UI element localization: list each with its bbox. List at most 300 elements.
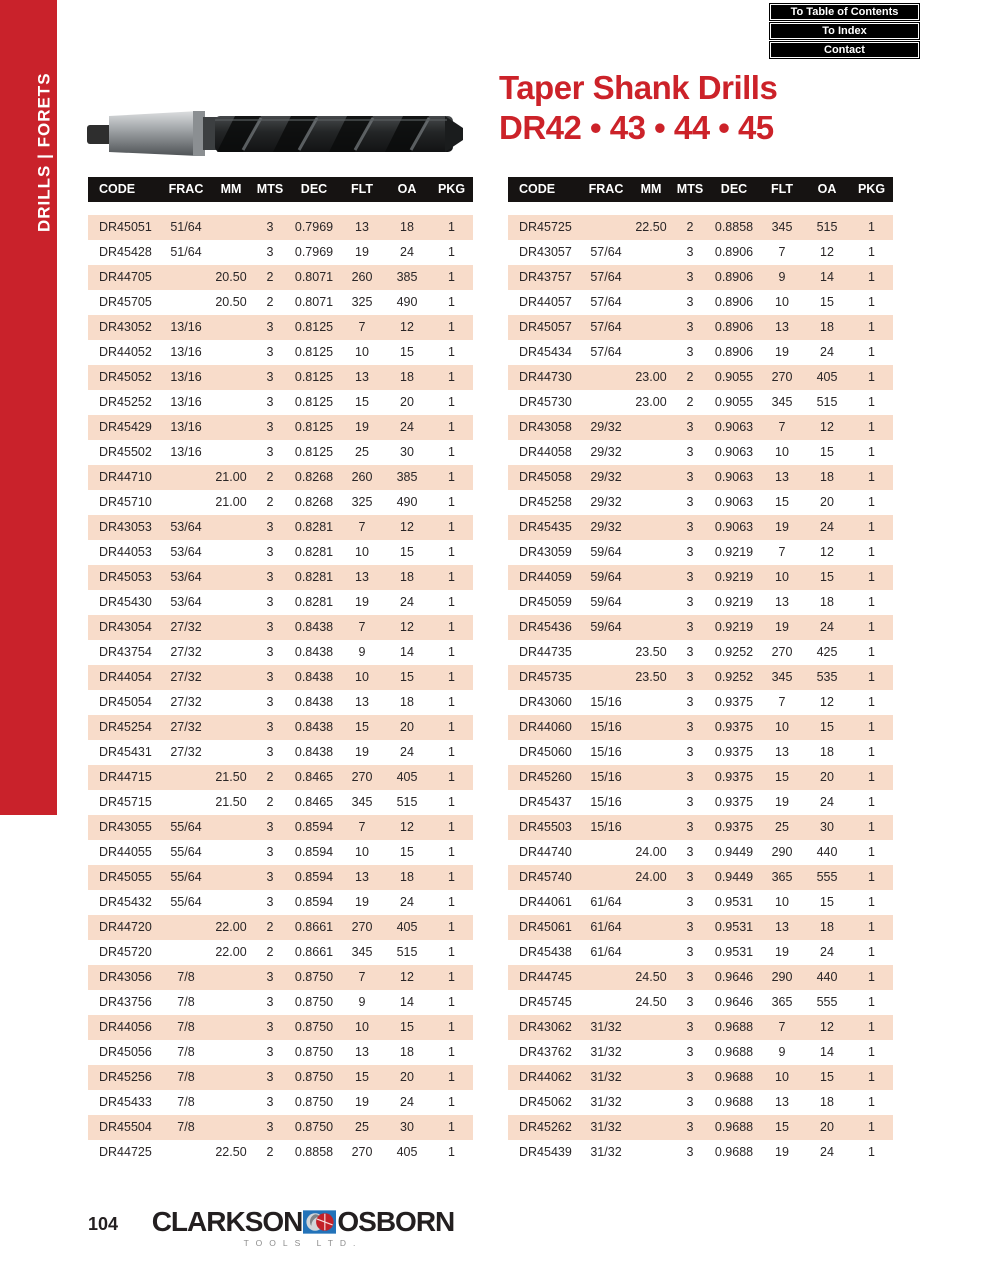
cell-frac xyxy=(162,940,210,965)
cell-mts: 3 xyxy=(686,995,694,1009)
cell-mts: 3 xyxy=(266,1070,274,1084)
table-row xyxy=(88,940,473,965)
cell-mm xyxy=(630,515,672,540)
cell-oa: 12 xyxy=(820,1020,834,1034)
cell-mm xyxy=(630,765,672,790)
cell-dec: 0.9219 xyxy=(714,595,754,609)
cell-flt: 7 xyxy=(358,320,366,334)
cell-pkg: 1 xyxy=(868,1045,875,1059)
table-row xyxy=(508,390,893,415)
cell-dec: 0.9219 xyxy=(714,545,754,559)
cell-code: DR45262 xyxy=(519,1120,572,1134)
cell-code: DR43762 xyxy=(519,1045,572,1059)
cell-oa: 440 xyxy=(816,970,838,984)
table-row xyxy=(508,540,893,565)
cell-pkg: 1 xyxy=(448,1020,455,1034)
cell-mts: 3 xyxy=(686,470,694,484)
cell-flt: 9 xyxy=(778,270,786,284)
cell-mts: 3 xyxy=(686,1120,694,1134)
cell-frac: 31/32 xyxy=(590,1070,622,1084)
table-row xyxy=(508,440,893,465)
cell-frac: 57/64 xyxy=(590,295,622,309)
cell-mm: 24.00 xyxy=(635,845,667,859)
drill-photo xyxy=(85,102,465,164)
cell-mts: 3 xyxy=(686,770,694,784)
cell-pkg: 1 xyxy=(868,420,875,434)
cell-oa: 18 xyxy=(400,220,414,234)
cell-mm xyxy=(210,1115,252,1140)
cell-mm xyxy=(210,390,252,415)
cell-mts: 3 xyxy=(266,745,274,759)
cell-code: DR44053 xyxy=(99,545,152,559)
table-row xyxy=(508,340,893,365)
nav-to-table-of-contents-button[interactable]: To Table of Contents xyxy=(770,4,919,20)
cell-mm: 24.50 xyxy=(635,970,667,984)
cell-frac: 31/32 xyxy=(590,1145,622,1159)
table-header xyxy=(508,177,893,202)
cell-flt: 7 xyxy=(778,245,786,259)
cell-mts: 3 xyxy=(686,795,694,809)
cell-pkg: 1 xyxy=(868,745,875,759)
cell-flt: 365 xyxy=(771,995,793,1009)
cell-code: DR43757 xyxy=(519,270,572,284)
cell-frac xyxy=(162,790,210,815)
cell-mm xyxy=(630,1040,672,1065)
cell-mm xyxy=(630,290,672,315)
cell-mm: 20.50 xyxy=(215,295,247,309)
table-row xyxy=(508,515,893,540)
cell-mm: 21.50 xyxy=(215,795,247,809)
cell-mm xyxy=(210,1065,252,1090)
cell-pkg: 1 xyxy=(448,595,455,609)
table-row xyxy=(508,740,893,765)
cell-flt: 19 xyxy=(775,795,789,809)
cell-pkg: 1 xyxy=(868,395,875,409)
cell-oa: 12 xyxy=(400,320,414,334)
cell-dec: 0.8906 xyxy=(714,270,754,284)
cell-code: DR45503 xyxy=(519,820,572,834)
cell-oa: 14 xyxy=(820,1045,834,1059)
cell-dec: 0.9449 xyxy=(714,845,754,859)
page-title-line2: DR42 • 43 • 44 • 45 xyxy=(499,109,774,146)
column-header-flt: FLT xyxy=(771,182,793,196)
cell-mts: 3 xyxy=(266,695,274,709)
cell-flt: 7 xyxy=(778,420,786,434)
cell-mm xyxy=(210,540,252,565)
cell-dec: 0.8268 xyxy=(294,470,334,484)
cell-oa: 14 xyxy=(400,995,414,1009)
cell-pkg: 1 xyxy=(868,970,875,984)
cell-mm xyxy=(210,740,252,765)
cell-pkg: 1 xyxy=(868,720,875,734)
cell-mm xyxy=(630,540,672,565)
cell-mts: 3 xyxy=(266,445,274,459)
cell-oa: 20 xyxy=(820,495,834,509)
cell-dec: 0.9688 xyxy=(714,1095,754,1109)
cell-pkg: 1 xyxy=(868,1020,875,1034)
cell-dec: 0.8750 xyxy=(294,1095,334,1109)
cell-pkg: 1 xyxy=(448,470,455,484)
cell-frac: 31/32 xyxy=(590,1045,622,1059)
table-row xyxy=(508,765,893,790)
cell-oa: 15 xyxy=(400,545,414,559)
table-body xyxy=(508,215,893,1165)
cell-mm xyxy=(630,1090,672,1115)
cell-mm xyxy=(210,690,252,715)
cell-code: DR44745 xyxy=(519,970,572,984)
cell-flt: 7 xyxy=(778,545,786,559)
cell-code: DR45258 xyxy=(519,495,572,509)
cell-frac xyxy=(582,665,630,690)
cell-pkg: 1 xyxy=(448,745,455,759)
cell-pkg: 1 xyxy=(448,670,455,684)
cell-pkg: 1 xyxy=(868,820,875,834)
cell-mm xyxy=(210,1090,252,1115)
cell-dec: 0.9063 xyxy=(714,495,754,509)
cell-mts: 3 xyxy=(266,345,274,359)
cell-frac xyxy=(582,390,630,415)
cell-flt: 19 xyxy=(355,1095,369,1109)
cell-frac: 15/16 xyxy=(590,770,622,784)
cell-frac: 15/16 xyxy=(590,795,622,809)
cell-mts: 3 xyxy=(686,895,694,909)
page-title-line1: Taper Shank Drills xyxy=(499,69,778,106)
cell-oa: 15 xyxy=(820,570,834,584)
cell-flt: 10 xyxy=(775,1070,789,1084)
cell-dec: 0.9375 xyxy=(714,745,754,759)
cell-pkg: 1 xyxy=(868,495,875,509)
cell-mm: 22.00 xyxy=(215,945,247,959)
cell-pkg: 1 xyxy=(448,870,455,884)
cell-flt: 25 xyxy=(355,1120,369,1134)
cell-mts: 3 xyxy=(686,745,694,759)
cell-flt: 290 xyxy=(771,970,793,984)
cell-dec: 0.8661 xyxy=(294,945,334,959)
cell-code: DR44710 xyxy=(99,470,152,484)
table-row xyxy=(508,940,893,965)
cell-dec: 0.8465 xyxy=(294,770,334,784)
cell-frac: 31/32 xyxy=(590,1095,622,1109)
table-row xyxy=(88,790,473,815)
cell-oa: 24 xyxy=(820,795,834,809)
cell-flt: 325 xyxy=(351,495,373,509)
cell-mts: 2 xyxy=(266,295,274,309)
cell-flt: 10 xyxy=(355,670,369,684)
table-row xyxy=(88,615,473,640)
cell-code: DR43754 xyxy=(99,645,152,659)
table-row xyxy=(88,1015,473,1040)
cell-code: DR45056 xyxy=(99,1045,152,1059)
table-header xyxy=(88,177,473,202)
cell-flt: 13 xyxy=(775,595,789,609)
cell-flt: 9 xyxy=(358,995,366,1009)
cell-mts: 3 xyxy=(686,1070,694,1084)
cell-mts: 3 xyxy=(266,620,274,634)
cell-pkg: 1 xyxy=(448,295,455,309)
column-header-code: CODE xyxy=(99,182,136,196)
cell-frac: 57/64 xyxy=(590,270,622,284)
cell-flt: 270 xyxy=(351,770,373,784)
sidebar-tab xyxy=(0,0,57,815)
cell-frac: 15/16 xyxy=(590,720,622,734)
cell-code: DR43057 xyxy=(519,245,572,259)
cell-code: DR45502 xyxy=(99,445,152,459)
cell-pkg: 1 xyxy=(868,370,875,384)
cell-pkg: 1 xyxy=(868,270,875,284)
cell-mts: 3 xyxy=(686,945,694,959)
table-row xyxy=(508,640,893,665)
table-row xyxy=(88,215,473,240)
cell-oa: 24 xyxy=(820,345,834,359)
cell-code: DR44735 xyxy=(519,645,572,659)
cell-mts: 2 xyxy=(266,945,274,959)
cell-mm: 23.00 xyxy=(635,395,667,409)
table-row xyxy=(508,815,893,840)
table-row xyxy=(88,1090,473,1115)
cell-flt: 15 xyxy=(775,770,789,784)
cell-oa: 12 xyxy=(400,620,414,634)
cell-flt: 10 xyxy=(355,1020,369,1034)
table-row xyxy=(508,365,893,390)
cell-frac: 55/64 xyxy=(170,895,202,909)
cell-code: DR43056 xyxy=(99,970,152,984)
table-row xyxy=(88,365,473,390)
cell-mm xyxy=(630,1115,672,1140)
cell-oa: 490 xyxy=(396,295,418,309)
table-row xyxy=(508,465,893,490)
cell-dec: 0.9688 xyxy=(714,1045,754,1059)
page-number: 104 xyxy=(88,1214,119,1234)
cell-dec: 0.8750 xyxy=(294,1120,334,1134)
cell-flt: 19 xyxy=(775,945,789,959)
cell-mm: 21.50 xyxy=(215,770,247,784)
cell-pkg: 1 xyxy=(448,320,455,334)
cell-mm xyxy=(210,515,252,540)
cell-mts: 3 xyxy=(266,420,274,434)
cell-pkg: 1 xyxy=(868,470,875,484)
cell-mts: 3 xyxy=(686,695,694,709)
table-row xyxy=(88,265,473,290)
table-row xyxy=(88,665,473,690)
cell-mm xyxy=(630,565,672,590)
cell-dec: 0.8268 xyxy=(294,495,334,509)
cell-frac xyxy=(582,215,630,240)
cell-mts: 2 xyxy=(686,220,694,234)
table-row xyxy=(508,690,893,715)
table-row xyxy=(88,740,473,765)
cell-mm xyxy=(630,415,672,440)
cell-code: DR45435 xyxy=(519,520,572,534)
cell-mm xyxy=(210,890,252,915)
column-header-dec: DEC xyxy=(720,182,748,196)
cell-oa: 15 xyxy=(400,845,414,859)
cell-code: DR43053 xyxy=(99,520,152,534)
cell-frac: 27/32 xyxy=(170,620,202,634)
cell-oa: 20 xyxy=(400,720,414,734)
cell-mm xyxy=(210,565,252,590)
table-row xyxy=(88,540,473,565)
cell-code: DR45432 xyxy=(99,895,152,909)
cell-pkg: 1 xyxy=(448,770,455,784)
table-row xyxy=(88,315,473,340)
column-header-flt: FLT xyxy=(351,182,373,196)
cell-mts: 2 xyxy=(266,770,274,784)
cell-pkg: 1 xyxy=(448,445,455,459)
cell-mts: 3 xyxy=(686,920,694,934)
cell-dec: 0.9531 xyxy=(714,895,754,909)
cell-mts: 3 xyxy=(686,1045,694,1059)
cell-mm xyxy=(630,740,672,765)
cell-frac: 7/8 xyxy=(177,1070,195,1084)
cell-oa: 24 xyxy=(400,420,414,434)
cell-flt: 9 xyxy=(358,645,366,659)
cell-dec: 0.9688 xyxy=(714,1070,754,1084)
logo-osborn-text: OSBORN xyxy=(337,1206,455,1237)
cell-pkg: 1 xyxy=(448,720,455,734)
cell-oa: 15 xyxy=(400,670,414,684)
logo-emblem-icon xyxy=(303,1210,336,1234)
table-row xyxy=(88,565,473,590)
cell-flt: 290 xyxy=(771,845,793,859)
cell-frac xyxy=(162,465,210,490)
cell-flt: 13 xyxy=(355,870,369,884)
cell-flt: 19 xyxy=(775,1145,789,1159)
cell-pkg: 1 xyxy=(868,795,875,809)
table-row xyxy=(88,690,473,715)
cell-code: DR44715 xyxy=(99,770,152,784)
table-row xyxy=(508,890,893,915)
cell-mts: 3 xyxy=(266,245,274,259)
cell-oa: 20 xyxy=(400,395,414,409)
cell-pkg: 1 xyxy=(868,1070,875,1084)
table-row xyxy=(88,765,473,790)
cell-pkg: 1 xyxy=(448,620,455,634)
cell-frac: 61/64 xyxy=(590,920,622,934)
cell-mm xyxy=(630,465,672,490)
cell-mm xyxy=(630,940,672,965)
cell-mm: 24.00 xyxy=(635,870,667,884)
cell-dec: 0.9375 xyxy=(714,695,754,709)
cell-code: DR45256 xyxy=(99,1070,152,1084)
cell-code: DR45061 xyxy=(519,920,572,934)
cell-flt: 13 xyxy=(775,470,789,484)
cell-mts: 2 xyxy=(266,920,274,934)
cell-flt: 10 xyxy=(775,570,789,584)
table-body xyxy=(88,215,473,1165)
cell-dec: 0.8281 xyxy=(294,520,334,534)
cell-code: DR45715 xyxy=(99,795,152,809)
cell-pkg: 1 xyxy=(448,995,455,1009)
cell-mts: 3 xyxy=(266,595,274,609)
cell-mts: 3 xyxy=(266,220,274,234)
cell-oa: 24 xyxy=(820,1145,834,1159)
cell-frac: 13/16 xyxy=(170,320,202,334)
cell-dec: 0.8125 xyxy=(294,395,334,409)
table-row xyxy=(88,890,473,915)
cell-flt: 7 xyxy=(358,620,366,634)
cell-frac: 29/32 xyxy=(590,420,622,434)
cell-dec: 0.8125 xyxy=(294,345,334,359)
nav-contact-button[interactable]: Contact xyxy=(770,42,919,58)
cell-flt: 19 xyxy=(775,520,789,534)
cell-mm xyxy=(630,1140,672,1165)
table-row xyxy=(508,915,893,940)
cell-code: DR44725 xyxy=(99,1145,152,1159)
nav-to-index-button[interactable]: To Index xyxy=(770,23,919,39)
cell-mts: 3 xyxy=(266,720,274,734)
column-header-frac: FRAC xyxy=(588,182,624,196)
cell-oa: 24 xyxy=(820,945,834,959)
cell-mts: 3 xyxy=(686,420,694,434)
cell-code: DR45052 xyxy=(99,370,152,384)
cell-code: DR45730 xyxy=(519,395,572,409)
cell-flt: 9 xyxy=(778,1045,786,1059)
cell-pkg: 1 xyxy=(868,945,875,959)
cell-oa: 20 xyxy=(820,1120,834,1134)
cell-frac: 15/16 xyxy=(590,695,622,709)
cell-flt: 13 xyxy=(775,920,789,934)
cell-dec: 0.8661 xyxy=(294,920,334,934)
cell-mts: 3 xyxy=(686,320,694,334)
column-header-dec: DEC xyxy=(300,182,328,196)
cell-code: DR44061 xyxy=(519,895,572,909)
cell-oa: 425 xyxy=(816,645,838,659)
cell-pkg: 1 xyxy=(448,245,455,259)
cell-pkg: 1 xyxy=(868,870,875,884)
cell-frac: 31/32 xyxy=(590,1120,622,1134)
cell-oa: 405 xyxy=(396,770,418,784)
cell-mm: 20.50 xyxy=(215,270,247,284)
cell-dec: 0.9375 xyxy=(714,770,754,784)
cell-mts: 3 xyxy=(686,520,694,534)
cell-mm: 23.00 xyxy=(635,370,667,384)
cell-oa: 385 xyxy=(396,270,418,284)
cell-mm: 23.50 xyxy=(635,670,667,684)
cell-flt: 7 xyxy=(358,520,366,534)
cell-mm xyxy=(210,615,252,640)
cell-dec: 0.9063 xyxy=(714,420,754,434)
table-row xyxy=(508,565,893,590)
cell-mm xyxy=(630,240,672,265)
cell-dec: 0.9646 xyxy=(714,995,754,1009)
cell-mm xyxy=(210,415,252,440)
cell-oa: 15 xyxy=(820,895,834,909)
cell-pkg: 1 xyxy=(868,920,875,934)
cell-mm xyxy=(630,1065,672,1090)
cell-flt: 13 xyxy=(775,1095,789,1109)
cell-frac: 29/32 xyxy=(590,445,622,459)
cell-code: DR44054 xyxy=(99,670,152,684)
cell-code: DR45051 xyxy=(99,220,152,234)
cell-oa: 30 xyxy=(400,1120,414,1134)
cell-oa: 24 xyxy=(400,595,414,609)
table-row xyxy=(88,815,473,840)
cell-code: DR43055 xyxy=(99,820,152,834)
table-row xyxy=(508,1115,893,1140)
cell-oa: 535 xyxy=(816,670,838,684)
cell-oa: 18 xyxy=(400,695,414,709)
cell-dec: 0.8906 xyxy=(714,345,754,359)
cell-oa: 15 xyxy=(820,720,834,734)
table-row xyxy=(508,1140,893,1165)
cell-flt: 19 xyxy=(355,595,369,609)
cell-frac: 13/16 xyxy=(170,370,202,384)
cell-flt: 15 xyxy=(355,1070,369,1084)
cell-dec: 0.8125 xyxy=(294,445,334,459)
cell-mts: 3 xyxy=(266,645,274,659)
table-row xyxy=(508,215,893,240)
cell-dec: 0.8465 xyxy=(294,795,334,809)
